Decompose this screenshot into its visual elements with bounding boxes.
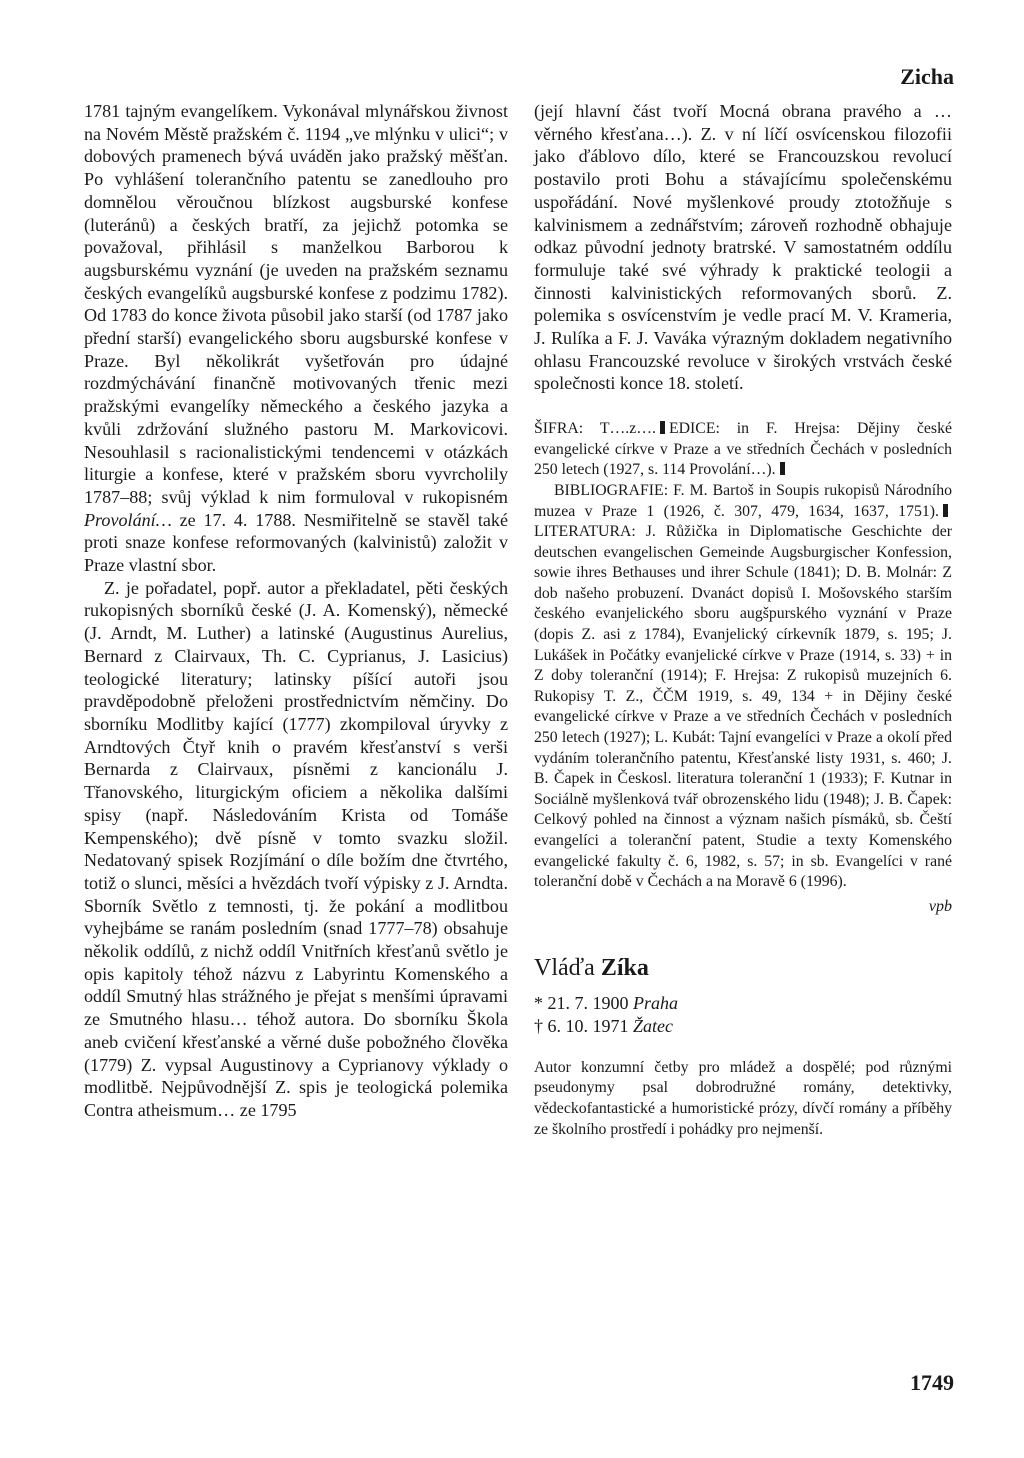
- continuation-paragraph: (její hlavní část tvoří Mocná obrana pravého a … věrného křesťana…). Z. v ní líčí osvícenskou filozofii jako ďáblovo dílo, které se Francouzskou revolucí postavilo proti Bohu a stávajícímu společenskému uspořádání. Nové myšlenkové proudy ztotožňuje s kalvinismem a zednářstvím; zároveň rozhodně obhajuje odkaz původní jednoty bratrské. V samostatném oddílu formuluje také své výhrady k praktické teologii a činnosti kalvinistických reformovaných sborů. Z. polemika s osvícenstvím je vedle prací M. V. Krameria, J. Rulíka a F. J. Vaváka výrazným dokladem negativního ohlasu Francouzské revoluce v širokých vrstvách české společnosti konce 18. století.: [534, 101, 952, 394]
- death-line: [534, 1015, 952, 1038]
- death-place: Žatec: [633, 1016, 673, 1037]
- entry-heading: [534, 955, 952, 982]
- entry-text: Autor konzumní četby pro mládež a dospělé; pod různými pseudonymy psal dobrodružné romány, detektivky, vědeckofantastické a humoristické prózy, dívčí romány a příběhy ze školního prostředí i pohádky pro nejmenší.: [534, 1058, 952, 1138]
- section-mark-icon: [780, 462, 785, 475]
- birth-date: * 21. 7. 1900: [534, 993, 629, 1014]
- section-mark-icon: [660, 421, 665, 434]
- paragraph-2: Z. je pořadatel, popř. autor a překladatel, pěti českých rukopisných sborníků české (J. A. Komenský), německé (J. Arndt, M. Luther) a latinské (Augustinus Aurelius, Bernard z Clairvaux, Th. C. Cyprianus, J. Lasicius) teologické literatury; latinsky píšící autoři jsou pravděpodobně přeloženi prostřednictvím němčiny. Do sborníku Modlitby kající (1777) zkompiloval úryvky z Arndtových Čtyř knih o pravém křesťanství s verši Bernarda z Clairvaux, písněmi z kancionálu J. Třanovského, liturgickým oficiem a několika dalšími spisy (např. Následováním Krista od Tomáše Kempenského); dvě písně v tomto svazku složil. Nedatovaný spisek Rozjímání o díle božím dne čtvrtého, totiž o slunci, měsíci a hvězdách tvoří výpisky z J. Arndta. Sborník Světlo z temnosti, tj. že pokání a modlitbou vyhejbáme se ranám posledním (snad 1777–78) obsahuje několik oddílů, z nichž oddíl Vnitřních křesťanů světlo je opis kapitoly téhož názvu z Labyrintu Komenského a oddíl Smutný hlas strážného je přejat s menšími úpravami ze Smutného hlasu… téhož autora. Do sborníku Škola aneb cvičení křesťanské a věrné duše pobožného člověka (1779) Z. vypsal Augustinovy a Cyprianovy výklady o modlitbě. Nejpůvodnější Z. spis je teologická polemika Contra atheismum… ze 1795: [84, 577, 508, 1120]
- author-signature: vpb: [928, 897, 952, 915]
- literatura-text: LITERATURA: J. Růžička in Diplomatische Geschichte der deutschen evangelischen Gemeinde Augsburgischer Konfession, sowie ihres Bethauses und ihrer Schule (1841); D. B. Molnár: Z dob našeho probuzení. Dvanáct dopisů I. Mošovského starším českého evanjelického sboru augšpurského vyznání v Praze (dopis Z. asi z 1784), Evanjelický církevník 1879, s. 195; J. Lukášek in Počátky evanjelické církve v Praze (1914, s. 33) + in Z doby toleranční (1914); F. Hrejsa: Z rukopisů muzejních 6. Rukopisy T. Z., ČČM 1919, s. 49, 134 + in Dějiny české evangelické církve v Praze a ve středních Čechách v posledních 250 letech (1927); L. Kubát: Tajní evangelíci v Praze a okolí před vydáním tolerančního patentu, Křesťanské listy 1931, s. 460; J. B. Čapek in Českosl. literatura toleranční 1 (1933); F. Kutnar in Sociálně myšlenková tvář obrozenského lidu (1948); J. B. Čapek: Celkový pohled na činnost a význam našich písmáků, sb. Čeští evangelíci a toleranční patent, Studie a texty Komenského evangelické fakulty č. 6, 1982, s. 57; in sb. Evangelíci v rané toleranční době v Čechách a na Moravě 6 (1996).: [534, 523, 952, 891]
- edice-text: EDICE: in F. Hrejsa: Dějiny české evangelické církve v Praze a ve středních Čechách v posledních 250 letech (1927, s. 114 Provolání…).: [534, 420, 952, 479]
- bibliografie-text: BIBLIOGRAFIE: F. M. Bartoš in Soupis rukopisů Národního muzea v Praze 1 (1926, č. 307, 479, 1634, 1637, 1751).: [534, 481, 952, 520]
- running-head: Zicha: [900, 64, 954, 89]
- paragraph-1: [84, 100, 508, 577]
- page-number: 1749: [910, 1370, 954, 1395]
- left-column: [84, 100, 508, 1122]
- entry-surname: Zíka: [600, 955, 649, 982]
- entry-dates: [534, 992, 952, 1037]
- birth-line: [534, 992, 952, 1015]
- right-column: [534, 100, 952, 1156]
- entry-given-name: Vláďa: [534, 955, 595, 982]
- birth-place: Praha: [633, 993, 678, 1014]
- bibliographic-notes: [534, 419, 952, 917]
- section-mark-icon: [943, 504, 948, 517]
- notes-paragraph-1: [534, 419, 952, 481]
- paragraph-1-text-b: ze 17. 4. 1788. Nesmiřitelně se stavěl také proti snaze konfese reformovaných (kalvinistů) založit v Praze vlastní sbor.: [84, 509, 508, 576]
- work-title-provolani: Provolání…: [84, 509, 172, 530]
- notes-paragraph-2: [534, 481, 952, 893]
- death-date: † 6. 10. 1971: [534, 1016, 629, 1037]
- sifra-text: ŠIFRA: T….z….: [534, 420, 656, 438]
- paragraph-1-text-a: 1781 tajným evangelíkem. Vykonával mlynářskou živnost na Novém Městě pražském č. 1194 „ve mlýnku v ulici“; v dobových pramenech bývá uváděn jako pražský měšťan. Po vyhlášení tolerančního patentu se zanedlouho pro domnělou věroučnou blízkost augsburské konfese (luteránů) a českých bratří, za jejichž potomka se považoval, přihlásil s manželkou Barborou k augsburskému vyznání (je uveden na pražském seznamu českých evangelíků augsburské konfese z podzimu 1782). Od 1783 do konce života působil jako starší (od 1787 jako přední starší) evangelického sboru augsburské konfese v Praze. Byl několikrát vyšetřován pro údajné rozdmýchávání finančně motivovaných třenic mezi pražskými evangelíky německého a českého jazyka a kvůli zdržování služného pastoru M. Markovicovi. Nesouhlasil s racionalistickými tendencemi v otázkách liturgie a konfese, které v pražském sboru vyvrcholily 1787–88; svůj výklad k nim formuloval v rukopisném: [84, 101, 508, 507]
